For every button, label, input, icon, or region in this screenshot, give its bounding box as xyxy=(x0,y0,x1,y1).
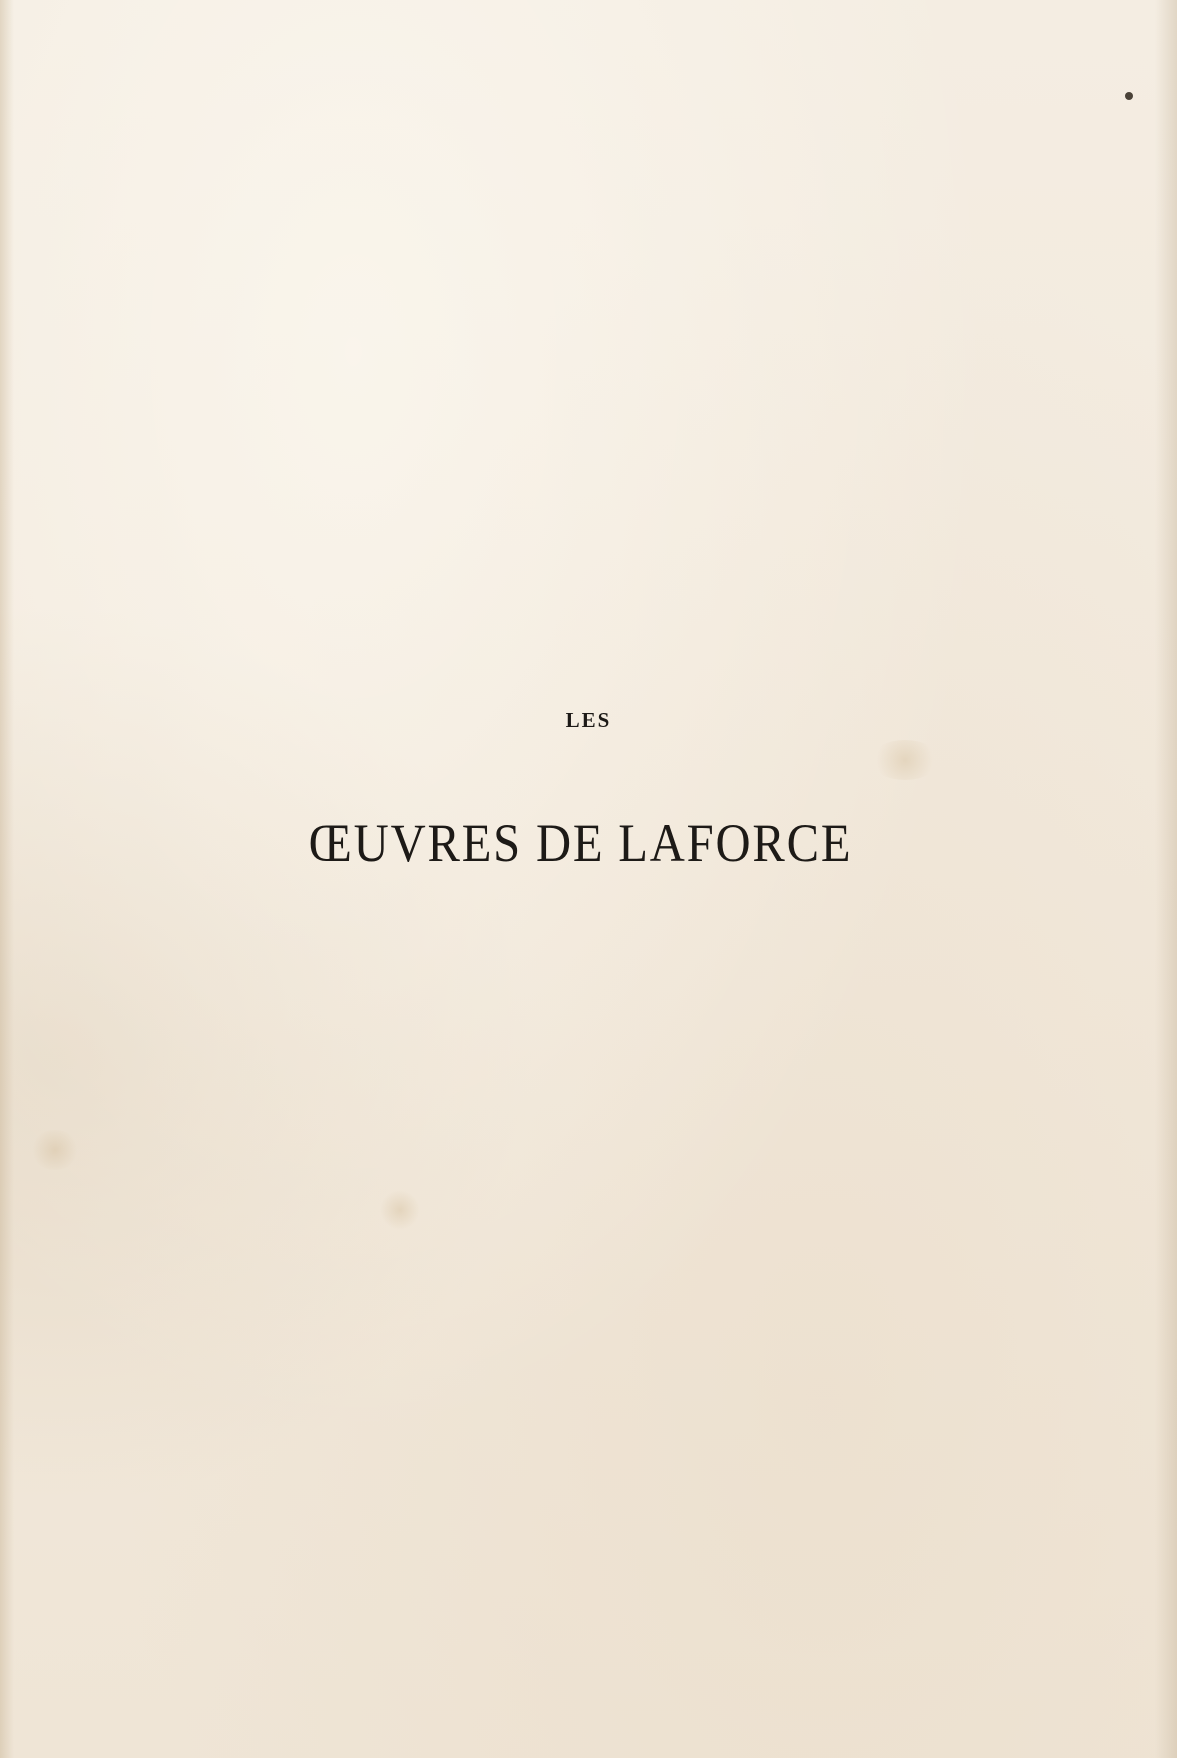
title-prefix: LES xyxy=(565,708,612,732)
paper-stain xyxy=(870,740,940,780)
paper-spot xyxy=(1125,92,1133,100)
paper-edge-right xyxy=(1155,0,1177,1758)
paper-stain xyxy=(30,1130,80,1170)
paper-stain xyxy=(380,1190,420,1230)
paper-edge-left xyxy=(0,0,14,1758)
book-title: ŒUVRES DE LAFORCE xyxy=(308,813,853,873)
